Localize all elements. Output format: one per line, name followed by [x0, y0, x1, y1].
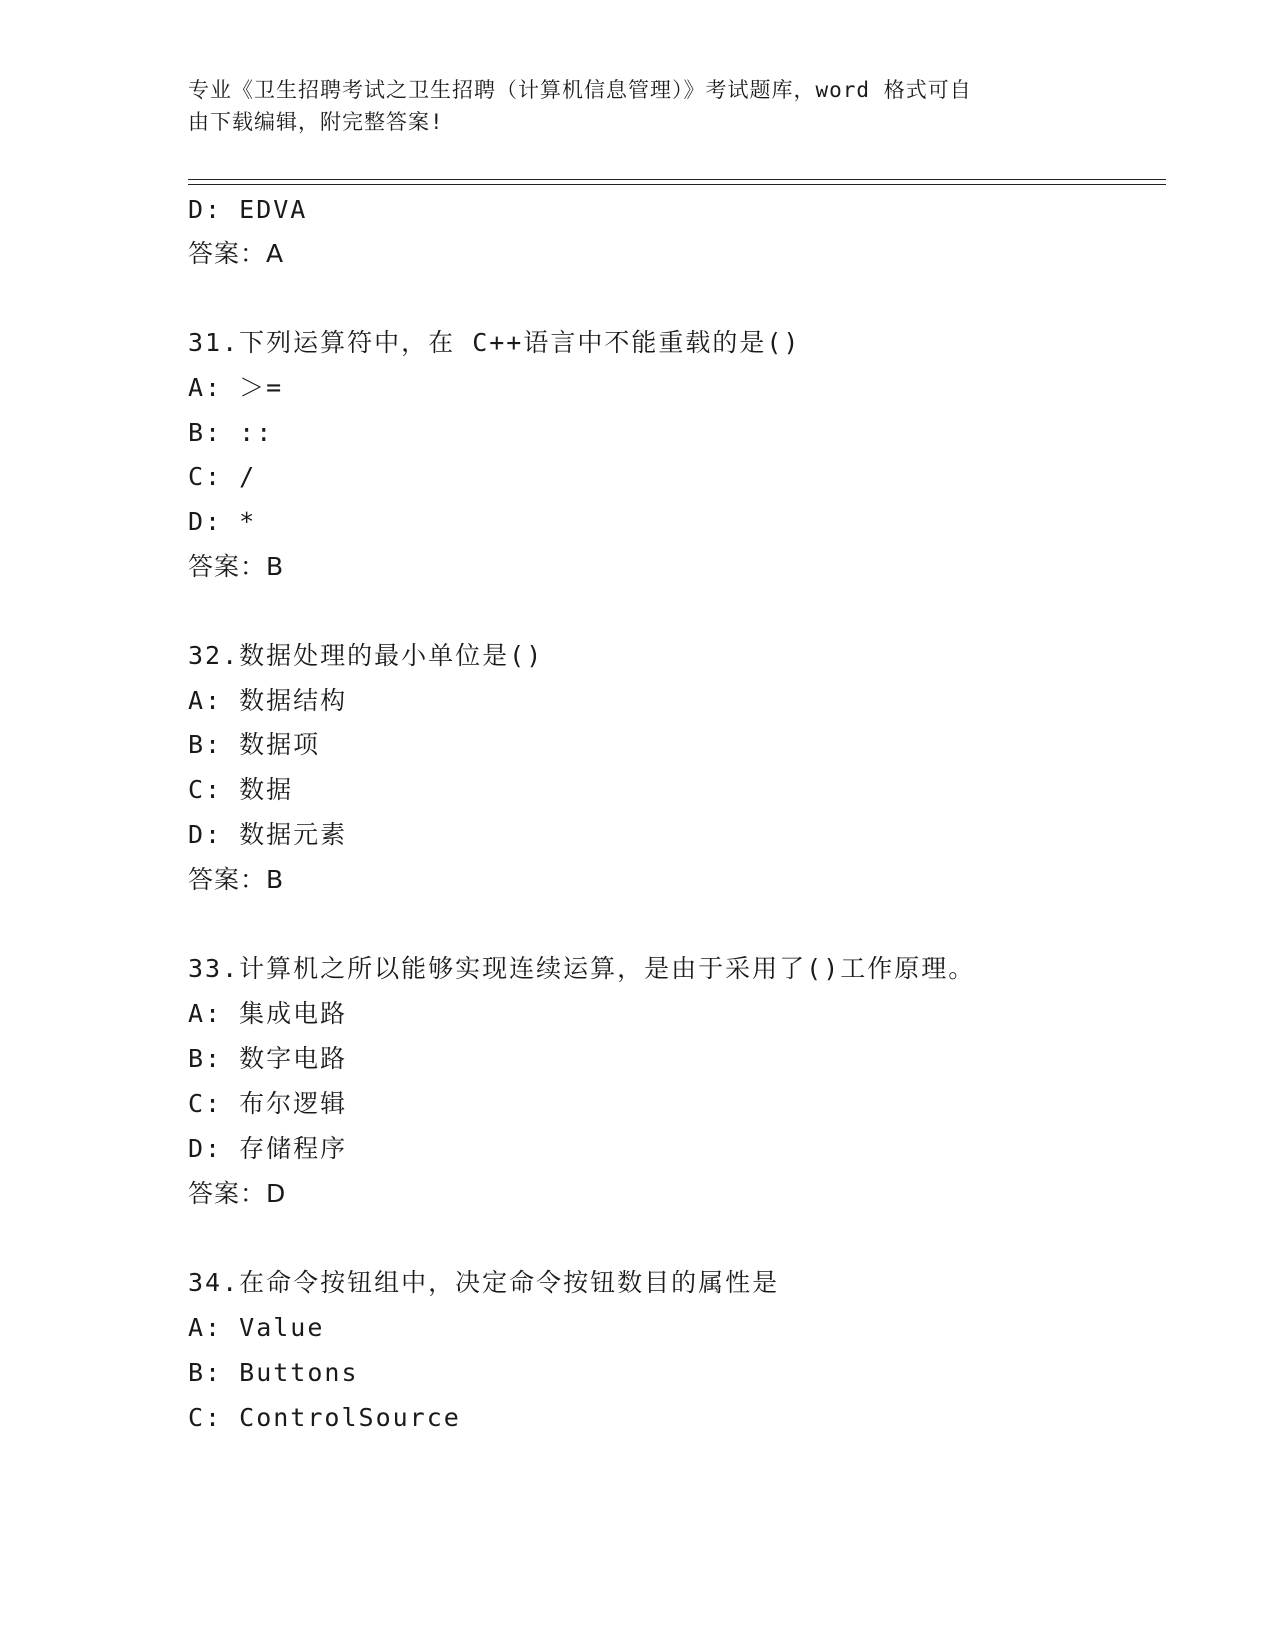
header-rule-bottom [188, 184, 1166, 185]
question-33-option-d: D: 存储程序 [188, 1134, 348, 1163]
question-31-answer: 答案：B [188, 552, 285, 581]
question-33-option-b: B: 数字电路 [188, 1044, 348, 1073]
header-rule-top [188, 179, 1166, 180]
question-32-option-c: C: 数据 [188, 775, 294, 804]
question-34-option-c: C: ControlSource [188, 1403, 461, 1432]
question-33-stem: 33.计算机之所以能够实现连续运算，是由于采用了()工作原理。 [188, 954, 976, 983]
question-31-stem: 31.下列运算符中，在 C++语言中不能重载的是() [188, 328, 801, 357]
question-34-option-a: A: Value [188, 1313, 325, 1342]
prev-option-d: D: EDVA [188, 195, 308, 224]
question-31-option-b: B: :: [188, 418, 274, 447]
prev-answer: 答案：A [188, 239, 285, 268]
question-32-option-b: B: 数据项 [188, 730, 321, 759]
question-31-option-a: A: ＞= [188, 373, 284, 402]
question-32-option-a: A: 数据结构 [188, 686, 348, 715]
question-32-stem: 32.数据处理的最小单位是() [188, 641, 544, 670]
question-32-option-d: D: 数据元素 [188, 820, 348, 849]
question-33-answer: 答案：D [188, 1179, 287, 1208]
question-34-stem: 34.在命令按钮组中，决定命令按钮数目的属性是 [188, 1268, 780, 1297]
question-34-option-b: B: Buttons [188, 1358, 359, 1387]
question-32-answer: 答案：B [188, 865, 285, 894]
question-33-option-c: C: 布尔逻辑 [188, 1089, 348, 1118]
question-33-option-a: A: 集成电路 [188, 999, 348, 1028]
header-line-1: 专业《卫生招聘考试之卫生招聘（计算机信息管理）》考试题库，word 格式可自 [188, 78, 972, 102]
document-header [188, 74, 1088, 138]
header-line-2: 由下载编辑，附完整答案! [188, 110, 444, 134]
question-31-option-c: C: / [188, 462, 257, 491]
question-31-option-d: D: * [188, 507, 257, 536]
